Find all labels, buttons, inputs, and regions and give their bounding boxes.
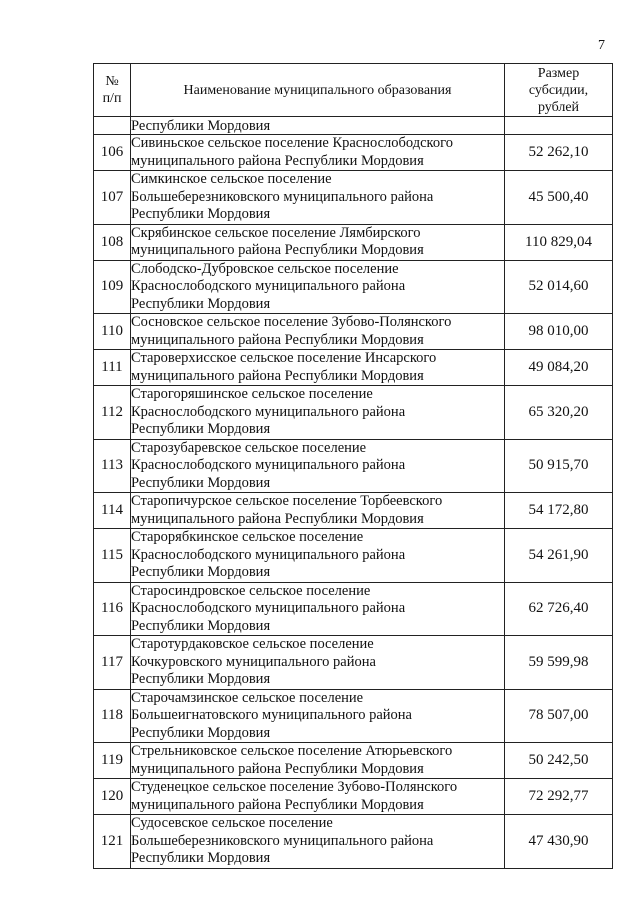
municipality-name-line: муниципального района Республики Мордовия [131,760,424,777]
municipality-name-line: Республики Мордовия [131,421,271,437]
row-number: 119 [94,743,131,779]
municipality-name-line: Старосиндровское сельское поселение [131,582,371,599]
municipality-name-line: Республики Мордовия [131,295,271,312]
municipality-name-line: Старозубаревское сельское поселение [131,439,367,456]
table-row [94,815,613,869]
municipality-name [131,743,505,779]
continuation-number-cell [94,117,131,135]
municipality-name-line: Большеберезниковского муниципального района [131,832,434,849]
municipality-name-line: Староверхисское сельское поселение Инсарского [131,350,437,366]
header-number [94,64,131,117]
table-row [94,636,613,690]
municipality-name [131,636,505,690]
municipality-name-line: Республики Мордовия [131,474,271,491]
table-row [94,689,613,743]
row-number: 115 [94,529,131,583]
municipality-name-line: Республики Мордовия [131,671,271,687]
continuation-row [94,117,613,135]
municipality-name-line: муниципального района Республики Мордовия [131,242,424,258]
page-number: 7 [598,38,605,53]
subsidy-amount: 54 172,80 [505,493,613,529]
table-row [94,135,613,171]
municipality-name-line: муниципального района Республики Мордовия [131,152,424,169]
municipality-name-line: Республики Мордовия [131,206,271,222]
municipality-name [131,350,505,386]
municipality-name [131,260,505,314]
municipality-name [131,779,505,815]
row-number: 112 [94,386,131,440]
subsidy-amount: 110 829,04 [505,224,613,260]
table-row [94,582,613,636]
municipality-name-line: Слободско-Дубровское сельское поселение [131,260,399,277]
row-number: 117 [94,636,131,690]
municipality-name [131,689,505,743]
subsidy-amount: 62 726,40 [505,582,613,636]
row-number: 107 [94,171,131,225]
municipality-name-line: Республики Мордовия [131,617,271,634]
municipality-name-line: Краснослободского муниципального района [131,546,406,563]
municipality-name [131,224,505,260]
municipality-name [131,439,505,493]
row-number: 108 [94,224,131,260]
municipality-name-line: Старочамзинское сельское поселение [131,689,364,706]
municipality-name-line: Кочкуровского муниципального района [131,653,376,670]
subsidy-amount: 45 500,40 [505,171,613,225]
municipality-name-line: Краснослободского муниципального района [131,278,406,294]
municipality-name [131,815,505,869]
municipality-name-line: Республики Мордовия [131,564,271,580]
subsidy-amount: 49 084,20 [505,350,613,386]
municipality-name [131,493,505,529]
municipality-name-line: Судосевское сельское поселение [131,815,333,831]
subsidy-amount: 78 507,00 [505,689,613,743]
municipality-name-line: муниципального района Республики Мордовия [131,331,424,348]
row-number: 118 [94,689,131,743]
header-amount-line: рублей [537,99,580,115]
municipality-name-line: муниципального района Республики Мордовия [131,367,424,384]
municipality-name [131,529,505,583]
table-header-row [94,64,613,117]
row-number: 111 [94,350,131,386]
row-number: 106 [94,135,131,171]
row-number: 120 [94,779,131,815]
municipality-name-line: Стрельниковское сельское поселение Атюрьевского [131,743,453,759]
header-amount-line: Размер [537,65,580,81]
municipality-name-line: муниципального района Республики Мордовия [131,796,424,813]
municipality-name-line: Скрябинское сельское поселение Лямбирского [131,224,421,241]
table-row [94,386,613,440]
municipality-name-line: Республики Мордовия [131,850,271,866]
municipality-name [131,171,505,225]
header-amount [505,64,613,117]
subsidy-amount: 98 010,00 [505,314,613,350]
table-row [94,224,613,260]
subsidy-amount: 52 014,60 [505,260,613,314]
municipality-name-line: Старопичурское сельское поселение Торбеевского [131,493,443,509]
row-number: 109 [94,260,131,314]
continuation-amount-cell [505,117,613,135]
subsidy-amount: 52 262,10 [505,135,613,171]
subsidy-amount: 54 261,90 [505,529,613,583]
municipality-name-line: Старорябкинское сельское поселение [131,529,364,545]
header-number-line: № [105,74,119,89]
municipality-name-line: Краснослободского муниципального района [131,403,406,420]
subsidy-amount: 72 292,77 [505,779,613,815]
table-row [94,171,613,225]
municipality-name-line: Старогоряшинское сельское поселение [131,386,373,402]
header-number-line: п/п [102,91,122,106]
header-name: Наименование муниципального образования [131,64,505,117]
table-row [94,439,613,493]
municipality-name-line: Краснослободского муниципального района [131,457,406,473]
subsidy-amount: 50 915,70 [505,439,613,493]
municipality-name-line: Сивиньское сельское поселение Краснослободского [131,135,453,151]
row-number: 114 [94,493,131,529]
municipality-name-line: Краснослободского муниципального района [131,600,406,616]
municipality-name-line: Студенецкое сельское поселение Зубово-Полянского [131,779,458,795]
table-row [94,314,613,350]
municipality-name [131,314,505,350]
municipality-name-line: Сосновское сельское поселение Зубово-Полянского [131,314,452,330]
municipality-name-line: Большеберезниковского муниципального района [131,188,434,205]
subsidy-amount: 47 430,90 [505,815,613,869]
municipality-name [131,582,505,636]
municipality-name [131,386,505,440]
municipality-name-line: Республики Мордовия [131,724,271,741]
table-row [94,493,613,529]
row-number: 113 [94,439,131,493]
table-row [94,260,613,314]
municipality-name [131,135,505,171]
municipality-name-line: Старотурдаковское сельское поселение [131,636,374,652]
table-row [94,529,613,583]
row-number: 116 [94,582,131,636]
subsidy-amount: 50 242,50 [505,743,613,779]
continuation-text: Республики Мордовия [131,117,505,135]
municipality-name-line: муниципального района Республики Мордовия [131,510,424,527]
header-amount-line: субсидии, [528,82,589,98]
subsidy-amount: 65 320,20 [505,386,613,440]
table-row [94,779,613,815]
table-row [94,350,613,386]
municipality-name-line: Симкинское сельское поселение [131,171,332,187]
table-row [94,743,613,779]
subsidy-amount: 59 599,98 [505,636,613,690]
row-number: 121 [94,815,131,869]
row-number: 110 [94,314,131,350]
subsidy-table [93,63,613,869]
municipality-name-line: Большеигнатовского муниципального района [131,707,412,723]
